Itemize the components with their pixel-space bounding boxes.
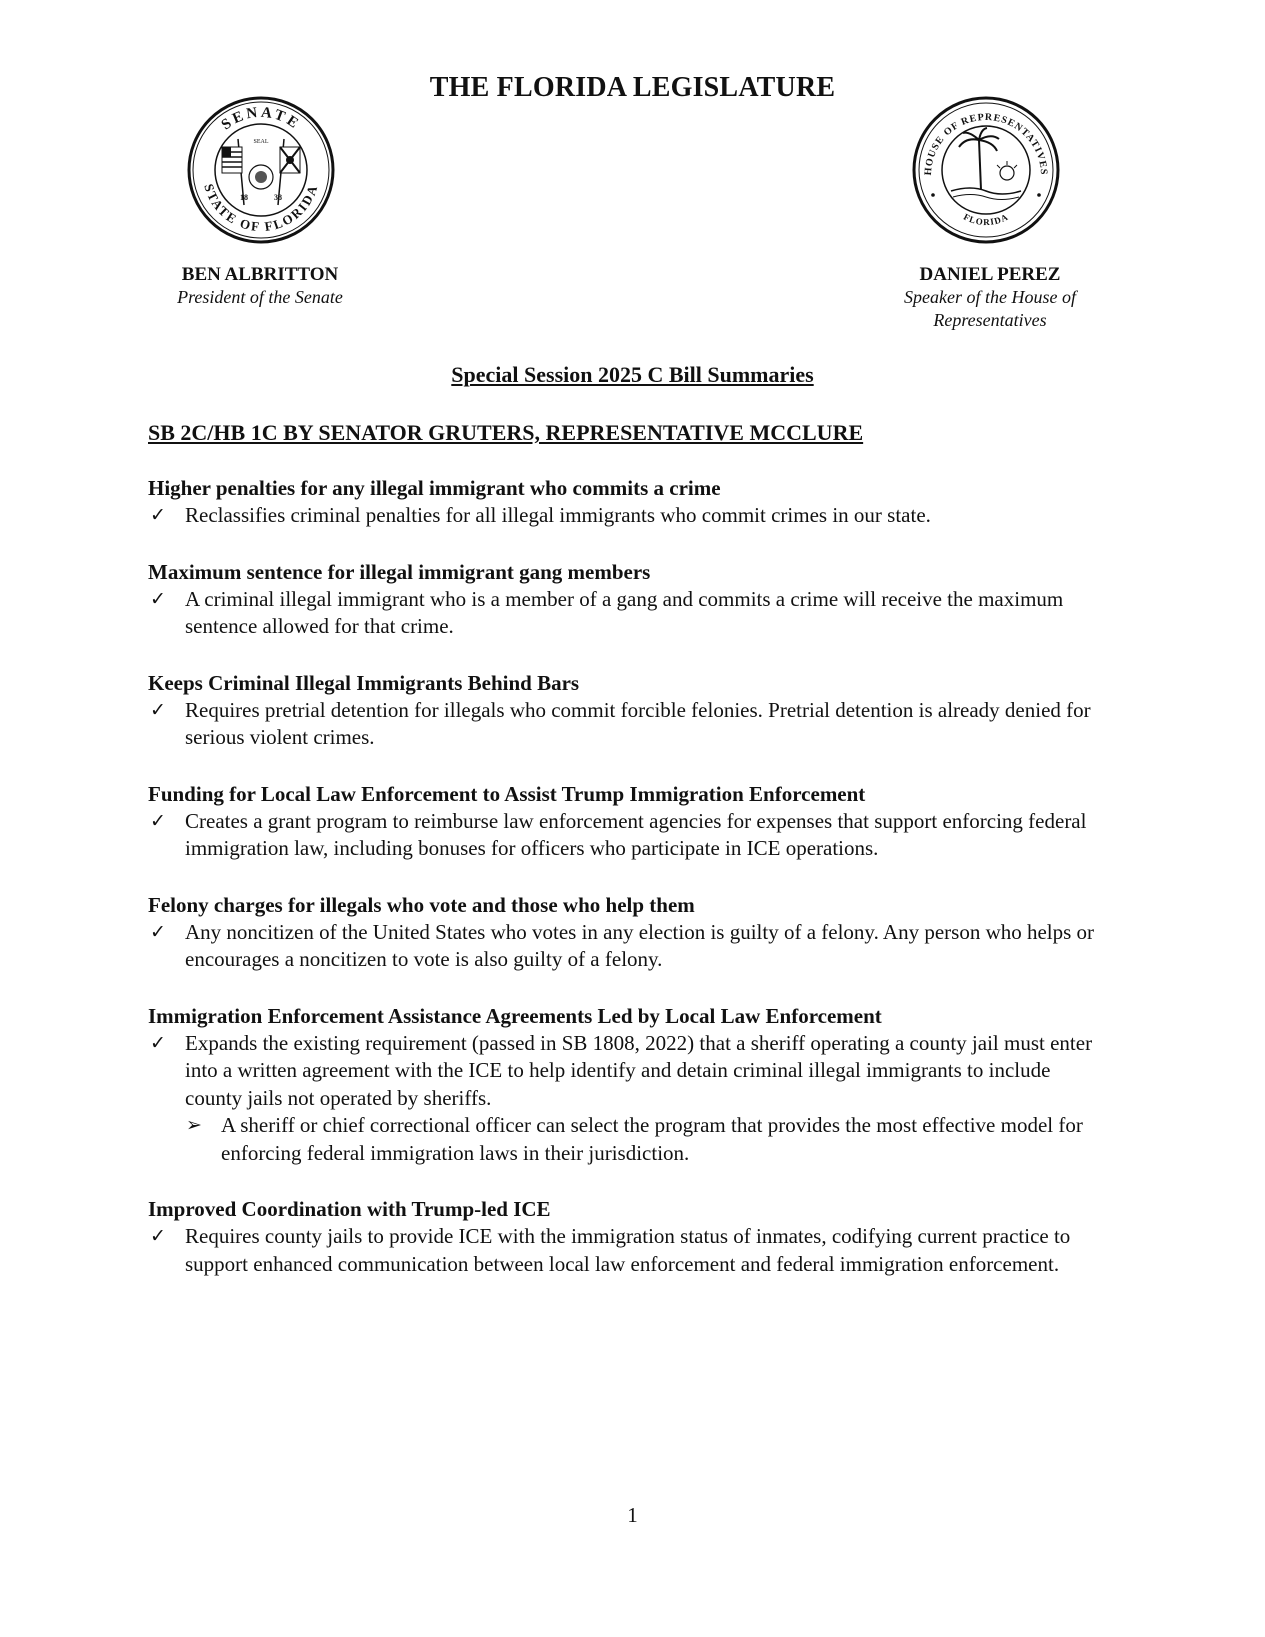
senate-seal-center-text: SEAL [253,139,269,145]
bullet-text: A criminal illegal immigrant who is a member of a gang and commits a crime will receive the maximum sentence allowed for that crime. [185,586,1064,638]
sub-bullet-text: A sheriff or chief correctional officer can select the program that provides the most effective model for enforcing federal immigration laws in their jurisdiction. [221,1113,1083,1165]
section-title: Maximum sentence for illegal immigrant gang members [148,559,651,584]
bullet-text: Any noncitizen of the United States who votes in any election is guilty of a felony. Any person who helps or encourages a noncitizen to vote is also guilty of a felony. [185,919,1095,971]
house-seal-icon [911,95,1061,245]
bullet-item [148,697,1108,752]
section-title: Funding for Local Law Enforcement to Assist Trump Immigration Enforcement [148,781,866,806]
bullet-item [148,808,1108,863]
bullet-text: Reclassifies criminal penalties for all illegal immigrants who commit crimes in our state. [185,503,931,527]
senate-president-name: BEN ALBRITTON [181,264,339,285]
bullet-item [148,502,1108,530]
section-title: Keeps Criminal Illegal Immigrants Behind Bars [148,670,580,695]
section-title: Felony charges for illegals who vote and those who help them [148,892,695,917]
bill-summary-sections [148,475,1108,1307]
bullet-item [148,586,1108,641]
senate-president-role: President of the Senate [177,287,343,307]
document-title: THE FLORIDA LEGISLATURE [429,72,836,103]
house-seal-bottom-text: FLORIDA [961,211,1011,228]
summary-section [148,559,1108,641]
house-speaker-role-line1: Speaker of the House of [904,287,1076,307]
bullet-text: Requires county jails to provide ICE with the immigration status of inmates, codifying current practice to support enhanced communication between local law enforcement and federal immigration enforcement. [185,1224,1071,1276]
bullet-text: Requires pretrial detention for illegals who commit forcible felonies. Pretrial detention is already denied for serious violent crimes. [185,697,1091,749]
svg-text:38: 38 [274,193,282,202]
check-mark-icon: ✓ [150,1032,166,1054]
bullet-item [148,919,1108,974]
check-mark-icon: ✓ [150,921,166,943]
senate-seal-icon [186,95,336,245]
summary-section [148,670,1108,752]
house-speaker [860,263,1120,332]
check-mark-icon: ✓ [150,1226,166,1247]
bullet-item [148,1030,1108,1113]
sub-bullet-item [148,1112,1108,1167]
bullet-text: Creates a grant program to reimburse law enforcement agencies for expenses that support enforcing federal immigration law, including bonuses for officers who participate in ICE operations. [185,808,1087,860]
house-speaker-role-line2: Representatives [933,310,1047,330]
senate-seal-top-text: SENATE [218,104,304,134]
house-speaker-name: DANIEL PEREZ [919,264,1061,285]
check-mark-icon: ✓ [150,505,166,526]
summary-section [148,781,1108,863]
bullet-item [148,1223,1108,1278]
summary-section [148,1196,1108,1278]
house-seal-top-text: HOUSE OF REPRESENTATIVES [922,111,1050,176]
check-mark-icon: ✓ [150,810,166,832]
summary-section [148,475,1108,530]
summary-section [148,892,1108,974]
section-title: Immigration Enforcement Assistance Agreements Led by Local Law Enforcement [148,1003,882,1028]
check-mark-icon: ✓ [150,699,166,721]
check-mark-icon: ✓ [150,588,166,610]
senate-seal-bottom-text: STATE OF FLORIDA [201,181,321,235]
bill-heading: SB 2C/HB 1C BY SENATOR GRUTERS, REPRESENTATIVE MCCLURE [148,420,864,445]
summary-heading: Special Session 2025 C Bill Summaries [451,362,814,387]
section-title: Higher penalties for any illegal immigrant who commits a crime [148,476,721,500]
page-number: 1 [627,1503,638,1527]
bullet-text: Expands the existing requirement (passed in SB 1808, 2022) that a sheriff operating a county jail must enter into a written agreement with the ICE to help identify and detain criminal illegal immigrants to include county jails not operated by sheriffs. [185,1030,1093,1110]
arrow-bullet-icon: ➢ [186,1115,202,1136]
summary-section [148,1003,1108,1168]
svg-text:18: 18 [240,193,248,202]
senate-president [140,263,380,309]
section-title: Improved Coordination with Trump-led ICE [148,1197,551,1221]
